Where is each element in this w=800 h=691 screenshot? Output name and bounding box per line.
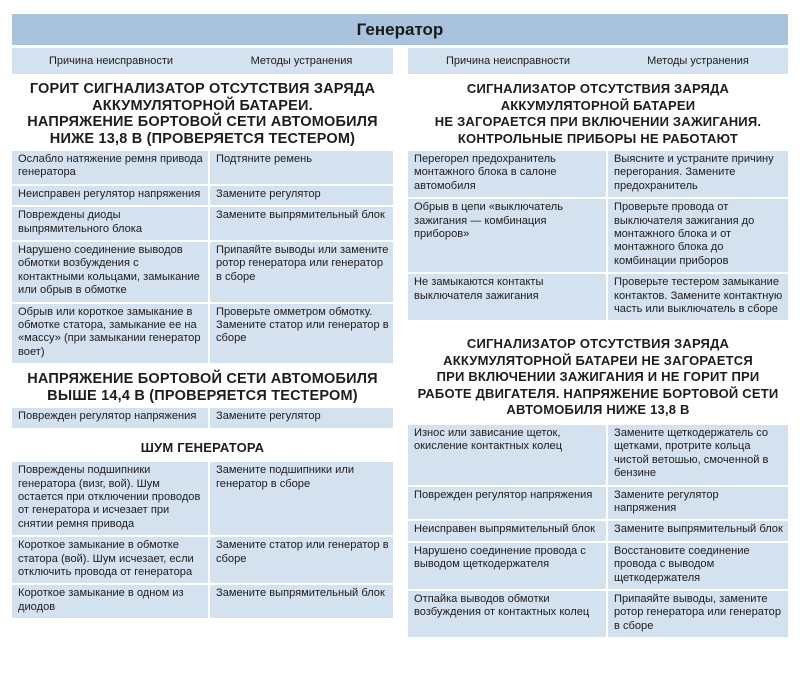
cause-column-label: Причина неисправности	[48, 55, 174, 67]
table-row: Отпайка выводов обмотки возбуждения от контактных колец Припаяйте выводы, замените ротор генератора или генератор в сборе	[408, 591, 788, 639]
left-column	[12, 48, 393, 620]
section-heading: ГОРИТ СИГНАЛИЗАТОР ОТСУТСТВИЯ ЗАРЯДА АККУМУЛЯТОРНОЙ БАТАРЕИ. НАПРЯЖЕНИЕ БОРТОВОЙ СЕТИ АВТОМОБИЛЯ НИЖЕ 13,8 В (ПРОВЕРЯЕТСЯ ТЕСТЕРОМ)	[27, 81, 378, 147]
table-row: Ослабло натяжение ремня привода генератора Подтяните ремень	[12, 151, 393, 186]
table-row: Неисправен выпрямительный блок Замените выпрямительный блок	[408, 521, 788, 542]
table-row: Неисправен регулятор напряжения Замените регулятор	[12, 186, 393, 207]
page-title: Генератор	[12, 14, 788, 47]
table-row: Обрыв или короткое замыкание в обмотке статора, замыкание ее на «массу» (при замыкании генератор воет) Проверьте омметром обмотку. Замените статор или генератор в сборе	[12, 304, 393, 366]
table-row: Повреждены диоды выпрямительного блока Замените выпрямительный блок	[12, 207, 393, 242]
fix-column-label: Методы устранения	[250, 55, 353, 67]
section-heading: ШУМ ГЕНЕРАТОРА	[140, 439, 265, 455]
table-row: Повреждены подшипники генератора (визг, вой). Шум остается при отключении проводов от генератора и исчезает при снятии ремня привода Замените подшипники или генератор в сборе	[12, 462, 393, 537]
table-row: Короткое замыкание в обмотке статора (вой). Шум исчезает, если отключить провода от генератора Замените статор или генератор в сборе	[12, 537, 393, 585]
cause-column-label: Причина неисправности	[445, 55, 571, 67]
section-heading: СИГНАЛИЗАТОР ОТСУТСТВИЯ ЗАРЯДА АККУМУЛЯТОРНОЙ БАТАРЕИ НЕ ЗАГОРАЕТСЯ ПРИ ВКЛЮЧЕНИИ ЗАЖИГАНИЯ. КОНТРОЛЬНЫЕ ПРИБОРЫ НЕ РАБОТАЮТ	[434, 81, 762, 146]
section-heading: НАПРЯЖЕНИЕ БОРТОВОЙ СЕТИ АВТОМОБИЛЯ ВЫШЕ 14,4 В (ПРОВЕРЯЕТСЯ ТЕСТЕРОМ)	[27, 371, 378, 404]
table-row: Нарушено соединение выводов обмотки возбуждения с контактными кольцами, замыкание или обрыв в обмотке Припаяйте выводы или замените ротор генератора или генератор в сборе	[12, 242, 393, 304]
table-row: Не замыкаются контакты выключателя зажигания Проверьте тестером замыкание контактов. Замените контактную часть или выключатель в сборе	[408, 274, 788, 322]
column-header	[12, 48, 393, 75]
table-row: Короткое замыкание в одном из диодов Замените выпрямительный блок	[12, 585, 393, 620]
column-header	[408, 48, 788, 75]
table-row: Нарушено соединение провода с выводом щеткодержателя Восстановите соединение провода с выводом щеткодержателя	[408, 543, 788, 591]
table-row: Поврежден регулятор напряжения Замените регулятор	[12, 408, 393, 429]
table-row: Перегорел предохранитель монтажного блока в салоне автомобиля Выясните и устраните причину перегорания. Замените предохранитель	[408, 151, 788, 199]
table-row: Износ или зависание щеток, окисление контактных колец Замените щеткодержатель со щетками, протрите кольца чистой ветошью, смоченной в бензине	[408, 425, 788, 487]
fix-column-label: Методы устранения	[647, 55, 749, 67]
section-heading: СИГНАЛИЗАТОР ОТСУТСТВИЯ ЗАРЯДА АККУМУЛЯТОРНОЙ БАТАРЕИ НЕ ЗАГОРАЕТСЯ ПРИ ВКЛЮЧЕНИИ ЗАЖИГАНИЯ И НЕ ГОРИТ ПРИ РАБОТЕ ДВИГАТЕЛЯ. НАПРЯЖЕНИЕ БОРТОВОЙ СЕТИ АВТОМОБИЛЯ НИЖЕ 13,8 В	[417, 336, 779, 418]
right-column	[408, 48, 788, 639]
table-row: Обрыв в цепи «выключатель зажигания — комбинация приборов» Проверьте провода от выключателя зажигания до монтажного блока и от монтажного блока до комбинации приборов	[408, 199, 788, 274]
table-row: Поврежден регулятор напряжения Замените регулятор напряжения	[408, 487, 788, 522]
